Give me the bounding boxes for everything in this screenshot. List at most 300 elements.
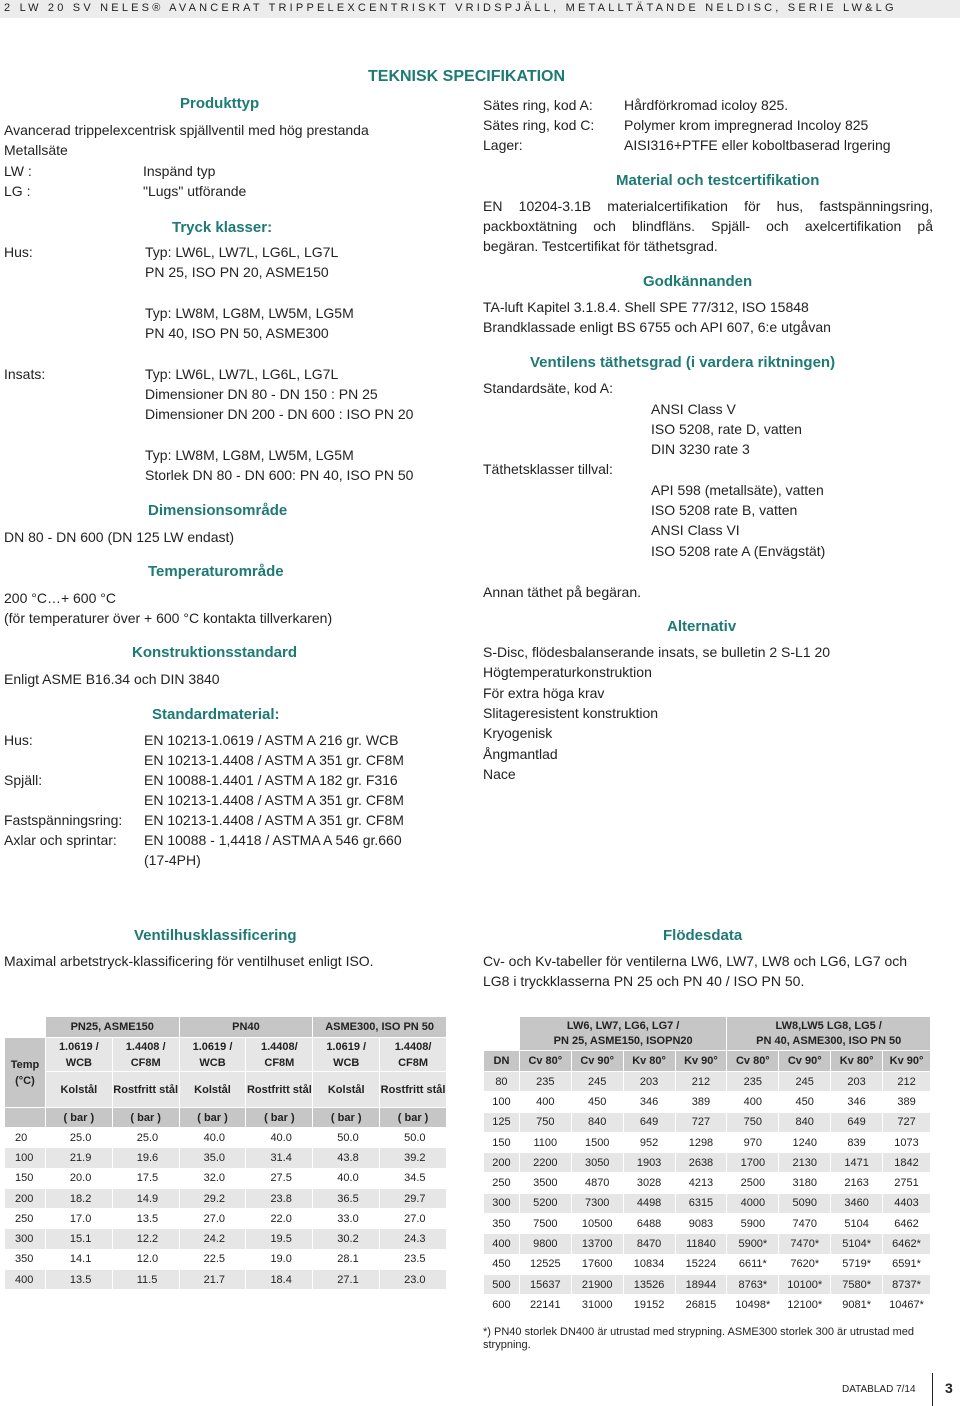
flow-cell: 4498 (623, 1193, 675, 1213)
flow-cell: 8737* (883, 1274, 931, 1294)
flow-cell: 1500 (571, 1132, 623, 1152)
material-row (4, 750, 444, 770)
table-row (484, 1254, 931, 1274)
flow-cell: 3180 (779, 1173, 831, 1193)
flow-cell: 5090 (779, 1193, 831, 1213)
flow-cell: 346 (623, 1092, 675, 1112)
flow-cell: 10467* (883, 1295, 931, 1315)
other-text: Annan täthet på begäran. (483, 584, 642, 600)
flow-cell: 2200 (519, 1153, 571, 1173)
flow-cell: 7500 (519, 1214, 571, 1234)
konstruktion-text: Enligt ASME B16.34 och DIN 3840 (4, 671, 220, 687)
flow-cell: 4870 (571, 1173, 623, 1193)
unit-cell: ( bar ) (112, 1108, 179, 1128)
flodes-heading: Flödesdata (663, 927, 743, 944)
dn-cell: 150 (484, 1132, 520, 1152)
temp-cell: 250 (5, 1209, 46, 1229)
flow-cell: 2163 (831, 1173, 883, 1193)
pressure-cell: 50.0 (380, 1128, 447, 1148)
flow-cell: 2500 (727, 1173, 779, 1193)
ins-b2: Storlek DN 80 - DN 600: PN 40, ISO PN 50 (145, 467, 414, 483)
konstruktion-heading: Konstruktionsstandard (132, 644, 298, 661)
table-row (484, 1112, 931, 1132)
flow-col-header: Kv 90° (675, 1051, 727, 1072)
flow-cell: 11840 (675, 1234, 727, 1254)
material-row (4, 770, 444, 790)
flow-cell: 450 (779, 1092, 831, 1112)
page-number: 3 (945, 1380, 953, 1396)
pressure-cell: 27.1 (313, 1270, 380, 1290)
flow-cell: 6315 (675, 1193, 727, 1213)
table-row (484, 1234, 931, 1254)
hus-b1: Typ: LW8M, LG8M, LW5M, LG5M (145, 305, 354, 321)
flow-cell: 3028 (623, 1173, 675, 1193)
flodes-body (484, 1072, 931, 1316)
ins-a1: Typ: LW6L, LW7L, LG6L, LG7L (145, 366, 339, 382)
temp-cell: 200 (5, 1188, 46, 1208)
pressure-cell: 27.0 (179, 1209, 246, 1229)
material-row (4, 810, 444, 830)
table-row (5, 1270, 447, 1290)
flow-cell: 13526 (623, 1274, 675, 1294)
table-row (5, 1209, 447, 1229)
sates-c-value: Polymer krom impregnerad Incoloy 825 (624, 117, 869, 133)
ventilhus-table-wrap (4, 1016, 447, 1290)
sub-material: Kolstål (45, 1072, 112, 1108)
flow-cell: 21900 (571, 1274, 623, 1294)
dimension-text: DN 80 - DN 600 (DN 125 LW endast) (4, 529, 235, 545)
sub-material: Rostfritt stål (380, 1072, 447, 1108)
flow-cell: 10500 (571, 1214, 623, 1234)
flow-cell: 15637 (519, 1274, 571, 1294)
alt-item: Högtemperaturkonstruktion (483, 664, 652, 680)
flow-cell: 400 (727, 1092, 779, 1112)
pressure-cell: 21.9 (45, 1148, 112, 1168)
alt-item: För extra höga krav (483, 685, 605, 701)
sates-a-label: Sätes ring, kod A: (483, 97, 593, 113)
flow-cell: 7300 (571, 1193, 623, 1213)
opt-item: ISO 5208 rate A (Envägstät) (651, 543, 826, 559)
pressure-cell: 32.0 (179, 1168, 246, 1188)
pressure-cell: 21.7 (179, 1270, 246, 1290)
flow-cell: 1073 (883, 1132, 931, 1152)
group-header: ASME300, ISO PN 50 (313, 1017, 447, 1038)
flow-cell: 4403 (883, 1193, 931, 1213)
godk-heading: Godkännanden (643, 273, 753, 290)
material-list (4, 730, 444, 870)
flow-col-header: Cv 80° (519, 1051, 571, 1072)
temp-cell: 20 (5, 1128, 46, 1148)
flow-col-header: Cv 90° (779, 1051, 831, 1072)
opt-item: ISO 5208 rate B, vatten (651, 502, 798, 518)
temp-label: Temp (10, 1058, 40, 1071)
pressure-cell: 30.2 (313, 1229, 380, 1249)
flow-cell: 1842 (883, 1153, 931, 1173)
flodes-table-wrap (483, 1016, 931, 1316)
pressure-cell: 24.3 (380, 1229, 447, 1249)
table-row (5, 1128, 447, 1148)
pressure-cell: 23.0 (380, 1270, 447, 1290)
flow-cell: 389 (883, 1092, 931, 1112)
flow-cell: 3500 (519, 1173, 571, 1193)
pressure-cell: 19.0 (246, 1249, 313, 1269)
flow-cell: 970 (727, 1132, 779, 1152)
table-row (484, 1092, 931, 1112)
flow-cell: 727 (675, 1112, 727, 1132)
material-heading: Standardmaterial: (152, 706, 280, 723)
footer-label: DATABLAD 7/14 (842, 1384, 916, 1395)
sub-material: Kolstål (179, 1072, 246, 1108)
table-row (484, 1295, 931, 1315)
flow-cell: 235 (519, 1072, 571, 1092)
flow-cell: 750 (519, 1112, 571, 1132)
pressure-cell: 31.4 (246, 1148, 313, 1168)
table-row (484, 1214, 931, 1234)
flow-group1-line1: LW6, LW7, LG6, LG7 / (566, 1019, 680, 1032)
pressure-cell: 18.2 (45, 1188, 112, 1208)
dn-cell: 300 (484, 1193, 520, 1213)
flow-group-header (727, 1017, 931, 1051)
pressure-cell: 39.2 (380, 1148, 447, 1168)
flow-cell: 2638 (675, 1153, 727, 1173)
cert-line2: packboxtätning och blindfläns. Spjäll- och axelcertifikation på (483, 218, 933, 234)
material-value: EN 10213-1.0619 / ASTM A 216 gr. WCB (144, 732, 399, 748)
flow-cell: 15224 (675, 1254, 727, 1274)
flow-cell: 1700 (727, 1153, 779, 1173)
sates-c-label: Sätes ring, kod C: (483, 117, 595, 133)
unit-cell: ( bar ) (179, 1108, 246, 1128)
pressure-cell: 23.8 (246, 1188, 313, 1208)
flow-cell: 9081* (831, 1295, 883, 1315)
pressure-cell: 14.9 (112, 1188, 179, 1208)
table-row (5, 1249, 447, 1269)
pressure-cell: 35.0 (179, 1148, 246, 1168)
temp-heading: Temperaturområde (148, 563, 284, 580)
temp-cell: 300 (5, 1229, 46, 1249)
table-row (5, 1229, 447, 1249)
flow-cell: 4000 (727, 1193, 779, 1213)
material-label: Fastspänningsring: (4, 812, 123, 828)
pressure-cell: 15.1 (45, 1229, 112, 1249)
godk-line1: TA-luft Kapitel 3.1.8.4. Shell SPE 77/312, ISO 15848 (483, 299, 809, 315)
pressure-cell: 12.0 (112, 1249, 179, 1269)
pressure-cell: 50.0 (313, 1128, 380, 1148)
flodes-text1: Cv- och Kv-tabeller för ventilerna LW6, LW7, LW8 och LG6, LG7 och (483, 953, 908, 969)
flow-cell: 8763* (727, 1274, 779, 1294)
temp-line2: (för temperaturer över + 600 °C kontakta tillverkaren) (4, 610, 333, 626)
flodes-table (483, 1016, 931, 1316)
flow-cell: 6591* (883, 1254, 931, 1274)
std-label: Standardsäte, kod A: (483, 380, 613, 396)
lw-value: Inspänd typ (143, 163, 216, 179)
pressure-cell: 40.0 (246, 1128, 313, 1148)
flow-col-headers (484, 1051, 931, 1072)
table-row (484, 1153, 931, 1173)
flow-cell: 10100* (779, 1274, 831, 1294)
pressure-cell: 34.5 (380, 1168, 447, 1188)
pressure-cell: 27.5 (246, 1168, 313, 1188)
flow-cell: 7470 (779, 1214, 831, 1234)
pressure-cell: 29.7 (380, 1188, 447, 1208)
flow-cell: 1100 (519, 1132, 571, 1152)
material-row (4, 830, 444, 850)
insats-label: Insats: (4, 366, 46, 382)
flow-cell: 12525 (519, 1254, 571, 1274)
cert-heading: Material och testcertifikation (616, 172, 820, 189)
temp-cell: 400 (5, 1270, 46, 1290)
flow-cell: 840 (779, 1112, 831, 1132)
flow-cell: 203 (623, 1072, 675, 1092)
pressure-cell: 17.5 (112, 1168, 179, 1188)
material-value: EN 10088 - 1,4418 / ASTMA A 546 gr.660 (144, 832, 402, 848)
dn-cell: 250 (484, 1173, 520, 1193)
flow-cell: 4213 (675, 1173, 727, 1193)
material-value: (17-4PH) (144, 852, 201, 868)
flow-cell: 346 (831, 1092, 883, 1112)
flow-cell: 1240 (779, 1132, 831, 1152)
table-row (5, 1148, 447, 1168)
flow-cell: 212 (883, 1072, 931, 1092)
pressure-cell: 22.0 (246, 1209, 313, 1229)
pressure-cell: 29.2 (179, 1188, 246, 1208)
unit-cell: ( bar ) (45, 1108, 112, 1128)
flow-cell: 13700 (571, 1234, 623, 1254)
flow-cell: 203 (831, 1072, 883, 1092)
flow-cell: 7620* (779, 1254, 831, 1274)
flow-cell: 952 (623, 1132, 675, 1152)
flow-cell: 649 (623, 1112, 675, 1132)
flow-footnote: *) PN40 storlek DN400 är utrustad med strypning. ASME300 storlek 300 är utrustad med strypning. (483, 1326, 915, 1351)
pressure-cell: 17.0 (45, 1209, 112, 1229)
running-head: 2 LW 20 SV NELES® AVANCERAT TRIPPELEXCENTRISKT VRIDSPJÄLL, METALLTÄTANDE NELDISC, SERIE LW&LG (4, 2, 897, 14)
hus-b2: PN 40, ISO PN 50, ASME300 (145, 325, 329, 341)
opt-item: ANSI Class VI (651, 522, 740, 538)
lg-label: LG : (4, 183, 31, 199)
material-row (4, 850, 444, 870)
flow-cell: 750 (727, 1112, 779, 1132)
table-row (484, 1132, 931, 1152)
flow-col-header: Kv 90° (883, 1051, 931, 1072)
temp-cell: 150 (5, 1168, 46, 1188)
flow-cell: 9083 (675, 1214, 727, 1234)
flow-cell: 9800 (519, 1234, 571, 1254)
table-row (484, 1072, 931, 1092)
flow-cell: 840 (571, 1112, 623, 1132)
pressure-cell: 14.1 (45, 1249, 112, 1269)
pressure-cell: 20.0 (45, 1168, 112, 1188)
tryck-heading: Tryck klasser: (172, 219, 273, 236)
temp-cell: 350 (5, 1249, 46, 1269)
temp-unit: (°C) (15, 1074, 35, 1087)
flow-cell: 19152 (623, 1295, 675, 1315)
pressure-cell: 23.5 (380, 1249, 447, 1269)
ins-a2: Dimensioner DN 80 - DN 150 : PN 25 (145, 386, 378, 402)
pressure-cell: 36.5 (313, 1188, 380, 1208)
flow-cell: 31000 (571, 1295, 623, 1315)
material-value: EN 10213-1.4408 / ASTM A 351 gr. CF8M (144, 812, 404, 828)
sub-code: 1.0619 / WCB (313, 1038, 380, 1072)
footer-divider (932, 1373, 933, 1406)
ventilhus-body (5, 1128, 447, 1290)
flow-cell: 245 (571, 1072, 623, 1092)
corner-cell (484, 1017, 520, 1051)
unit-blank (5, 1108, 46, 1128)
flow-cell: 7580* (831, 1274, 883, 1294)
flow-group2-line1: LW8,LW5 LG8, LG5 / (775, 1019, 882, 1032)
alt-item: Ångmantlad (483, 746, 558, 762)
flow-cell: 839 (831, 1132, 883, 1152)
opt-item: API 598 (metallsäte), vatten (651, 482, 824, 498)
flow-cell: 6488 (623, 1214, 675, 1234)
flow-cell: 5104 (831, 1214, 883, 1234)
flow-cell: 5200 (519, 1193, 571, 1213)
sub-material: Rostfritt stål (246, 1072, 313, 1108)
corner-cell (5, 1017, 46, 1038)
pressure-cell: 33.0 (313, 1209, 380, 1229)
unit-cell: ( bar ) (313, 1108, 380, 1128)
pressure-cell: 24.2 (179, 1229, 246, 1249)
flow-col-header: DN (484, 1051, 520, 1072)
sates-a-value: Hårdförkromad icoloy 825. (624, 97, 789, 113)
alt-item: Kryogenisk (483, 725, 553, 741)
table-row (5, 1168, 447, 1188)
sub-code: 1.4408/ CF8M (380, 1038, 447, 1072)
flow-cell: 3460 (831, 1193, 883, 1213)
sub-code: 1.4408 / CF8M (112, 1038, 179, 1072)
material-row (4, 790, 444, 810)
dn-cell: 80 (484, 1072, 520, 1092)
pressure-cell: 27.0 (380, 1209, 447, 1229)
flow-group-header (519, 1017, 727, 1051)
flow-group2-line2: PN 40, ASME300, ISO PN 50 (756, 1034, 902, 1047)
pressure-cell: 11.5 (112, 1270, 179, 1290)
flow-group1-line2: PN 25, ASME150, ISOPN20 (553, 1034, 693, 1047)
pressure-cell: 18.4 (246, 1270, 313, 1290)
std-item: ISO 5208, rate D, vatten (651, 421, 802, 437)
dn-cell: 200 (484, 1153, 520, 1173)
temp-cell: 100 (5, 1148, 46, 1168)
flow-cell: 5719* (831, 1254, 883, 1274)
produkttyp-line1: Avancerad trippelexcentrisk spjällventil med hög prestanda (4, 122, 369, 138)
cert-line3: begäran. Testcertifikat för täthetsgrad. (483, 238, 718, 254)
flow-cell: 2751 (883, 1173, 931, 1193)
flow-col-header: Cv 80° (727, 1051, 779, 1072)
alt-item: S-Disc, flödesbalanserande insats, se bulletin 2 S-L1 20 (483, 644, 831, 660)
group-header: PN40 (179, 1017, 313, 1038)
material-value: EN 10088-1.4401 / ASTM A 182 gr. F316 (144, 772, 398, 788)
pressure-cell: 25.0 (45, 1128, 112, 1148)
alt-item: Slitageresistent konstruktion (483, 705, 659, 721)
flow-cell: 2130 (779, 1153, 831, 1173)
pressure-cell: 43.8 (313, 1148, 380, 1168)
flow-cell: 727 (883, 1112, 931, 1132)
flow-cell: 5900* (727, 1234, 779, 1254)
flow-cell: 12100* (779, 1295, 831, 1315)
flow-cell: 400 (519, 1092, 571, 1112)
ins-a3: Dimensioner DN 200 - DN 600 : ISO PN 20 (145, 406, 414, 422)
unit-cell: ( bar ) (246, 1108, 313, 1128)
sub-material: Kolstål (313, 1072, 380, 1108)
flow-cell: 5900 (727, 1214, 779, 1234)
flow-cell: 1903 (623, 1153, 675, 1173)
sub-material: Rostfritt stål (112, 1072, 179, 1108)
flow-cell: 6462* (883, 1234, 931, 1254)
produkttyp-line2: Metallsäte (4, 142, 68, 158)
flow-cell: 389 (675, 1092, 727, 1112)
std-item: DIN 3230 rate 3 (651, 441, 750, 457)
pressure-cell: 25.0 (112, 1128, 179, 1148)
flow-cell: 3050 (571, 1153, 623, 1173)
flow-cell: 10498* (727, 1295, 779, 1315)
hus-a1: Typ: LW6L, LW7L, LG6L, LG7L (145, 244, 339, 260)
material-value: EN 10213-1.4408 / ASTM A 351 gr. CF8M (144, 752, 404, 768)
flow-cell: 1471 (831, 1153, 883, 1173)
flow-cell: 1298 (675, 1132, 727, 1152)
dn-cell: 400 (484, 1234, 520, 1254)
unit-cell: ( bar ) (380, 1108, 447, 1128)
flow-cell: 18944 (675, 1274, 727, 1294)
alternativ-heading: Alternativ (667, 618, 737, 635)
flow-cell: 245 (779, 1072, 831, 1092)
produkttyp-heading: Produkttyp (180, 95, 260, 112)
material-label: Axlar och sprintar: (4, 832, 117, 848)
flow-cell: 5104* (831, 1234, 883, 1254)
flow-cell: 450 (571, 1092, 623, 1112)
godk-line2: Brandklassade enligt BS 6755 och API 607, 6:e utgåvan (483, 319, 831, 335)
ventilhus-text: Maximal arbetstryck-klassificering för ventilhuset enligt ISO. (4, 953, 374, 969)
flow-cell: 212 (675, 1072, 727, 1092)
temp-line1: 200 °C…+ 600 °C (4, 590, 116, 606)
flow-col-header: Cv 90° (571, 1051, 623, 1072)
hus-label: Hus: (4, 244, 33, 260)
flow-cell: 649 (831, 1112, 883, 1132)
pressure-cell: 40.0 (179, 1128, 246, 1148)
flow-cell: 22141 (519, 1295, 571, 1315)
material-value: EN 10213-1.4408 / ASTM A 351 gr. CF8M (144, 792, 404, 808)
tathet-heading: Ventilens täthetsgrad (i vardera riktningen) (530, 354, 836, 371)
dn-cell: 125 (484, 1112, 520, 1132)
material-label: Hus: (4, 732, 33, 748)
material-label: Spjäll: (4, 772, 43, 788)
dn-cell: 450 (484, 1254, 520, 1274)
sub-code: 1.0619 / WCB (45, 1038, 112, 1072)
lager-value: AISI316+PTFE eller koboltbaserad lrgering (624, 137, 891, 153)
temp-header (5, 1038, 46, 1108)
ventilhus-heading: Ventilhusklassificering (134, 927, 297, 944)
cert-line1: EN 10204-3.1B materialcertifikation för hus, fastspänningsring, (483, 198, 933, 214)
pressure-cell: 13.5 (112, 1209, 179, 1229)
dn-cell: 350 (484, 1214, 520, 1234)
flow-cell: 17600 (571, 1254, 623, 1274)
flow-cell: 26815 (675, 1295, 727, 1315)
lw-label: LW : (4, 163, 32, 179)
dn-cell: 600 (484, 1295, 520, 1315)
table-row (484, 1274, 931, 1294)
flow-cell: 6611* (727, 1254, 779, 1274)
flodes-text2: LG8 i tryckklasserna PN 25 och PN 40 / ISO PN 50. (483, 973, 805, 989)
flow-cell: 8470 (623, 1234, 675, 1254)
pressure-cell: 22.5 (179, 1249, 246, 1269)
ins-b1: Typ: LW8M, LG8M, LW5M, LG5M (145, 447, 354, 463)
flow-cell: 10834 (623, 1254, 675, 1274)
sub-code: 1.0619 / WCB (179, 1038, 246, 1072)
main-title: TEKNISK SPECIFIKATION (368, 68, 566, 85)
dn-cell: 500 (484, 1274, 520, 1294)
dimension-heading: Dimensionsområde (148, 502, 288, 519)
flow-col-header: Kv 80° (831, 1051, 883, 1072)
pressure-cell: 19.6 (112, 1148, 179, 1168)
opt-label: Täthetsklasser tillval: (483, 461, 613, 477)
